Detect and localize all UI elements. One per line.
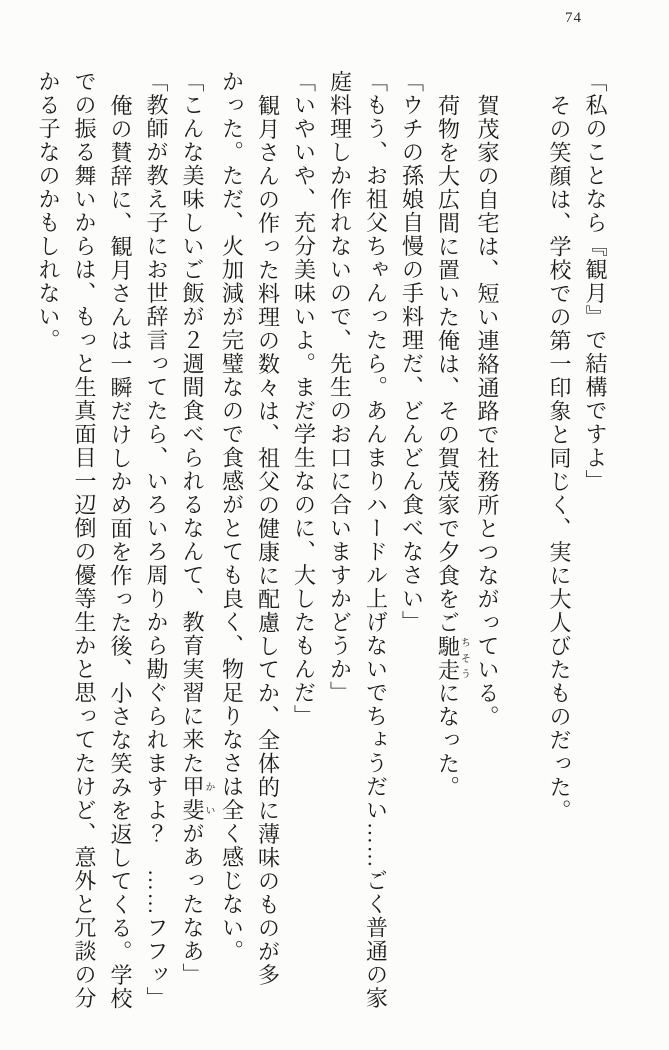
text-column: 「いやいや、充分美味いよ。まだ学生なのに、大したもんだ」 xyxy=(291,70,317,728)
text-column: 荷物を大広間に置いた俺は、その賀茂家で夕食をご馳走ちそうになった。 xyxy=(435,94,470,799)
text-column: 観月さんの作った料理の数々は、祖父の健康に配慮してか、全体的に薄味のものが多 xyxy=(255,94,281,987)
text-column: 「ウチの孫娘自慢の手料理だ、どんどん食べなさい」 xyxy=(399,70,425,634)
text-column: 「もう、お祖父ちゃんったら。あんまりハードル上げないでちょうだい……ごく普通の家 xyxy=(363,70,389,1010)
text-column: 庭料理しか作れないので、先生のお口に合いますかどうか」 xyxy=(327,70,353,705)
text-column: かった。ただ、火加減が完璧なので食感がとても良く、物足りなさは全く感じない。 xyxy=(219,70,245,963)
text-column: 「私のことなら『観月』で結構ですよ」 xyxy=(583,70,608,493)
text-column: かる子なのかもしれない。 xyxy=(36,70,61,352)
text-body xyxy=(30,70,613,1018)
text-column: での振る舞いからは、もっと生真面目一辺倒の優等生かと思ってたけど、意外と冗談の分 xyxy=(72,70,97,1010)
furigana-annotation: 甲斐かい xyxy=(180,775,214,822)
page-number: 74 xyxy=(565,10,582,26)
text-column: その笑顔は、学校での第一印象と同じく、実に大人びたものだった。 xyxy=(547,94,572,823)
text-column: 賀茂家の自宅は、短い連絡通路で社務所とつながっている。 xyxy=(475,94,500,729)
text-column: 「こんな美味しいご飯が２週間食べられるなんて、教育実習に来た甲斐かいがあったなあ」 xyxy=(180,70,214,987)
text-column: 俺の賛辞に、観月さんは一瞬だけしかめ面を作った後、小さな笑みを返してくる。学校 xyxy=(108,94,133,1011)
blank-line xyxy=(505,70,541,1018)
text-column: 「教師が教え子にお世辞言ってたら、いろいろ周りから勘ぐられますよ？ ……フフッ」 xyxy=(144,70,169,1010)
furigana-annotation: 馳走ちそう xyxy=(435,634,470,682)
